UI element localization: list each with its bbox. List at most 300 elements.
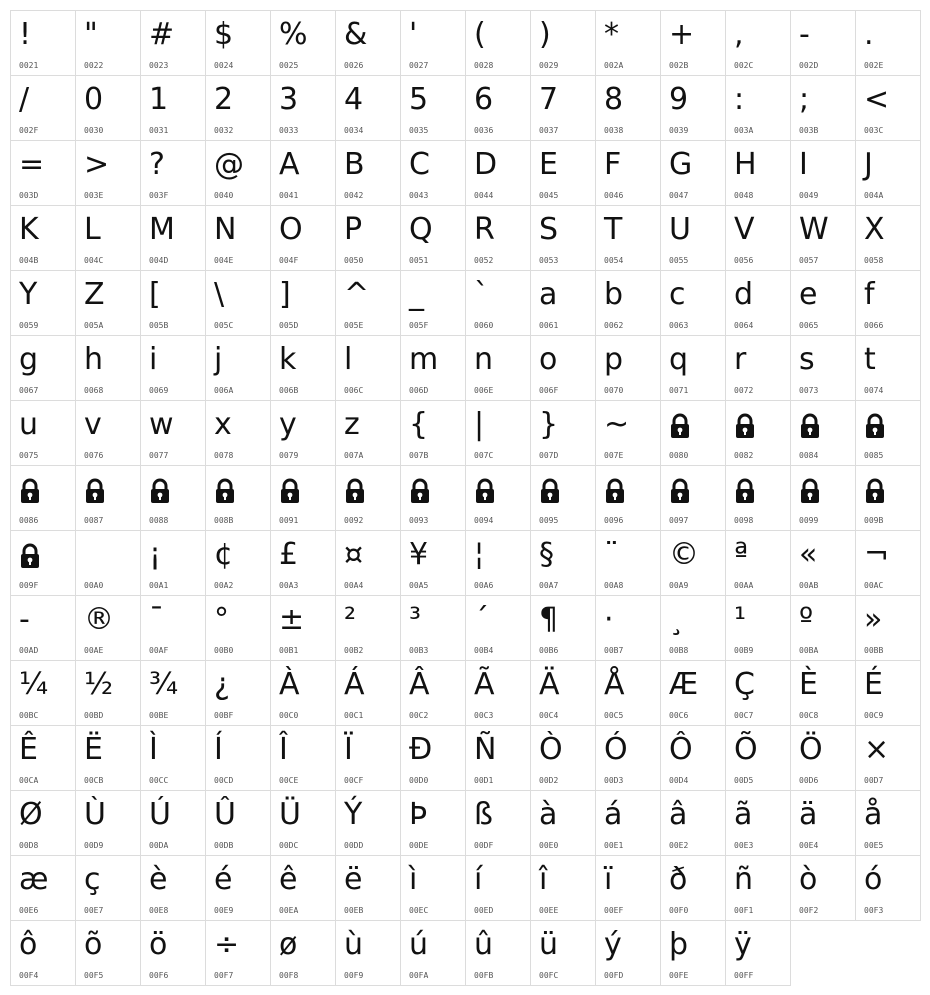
glyph-code: 009B xyxy=(864,516,884,525)
glyph-code: 003F xyxy=(149,191,169,200)
glyph-code: 00EC xyxy=(409,906,429,915)
glyph-char: 0 xyxy=(84,82,104,117)
glyph-cell xyxy=(790,75,856,141)
glyph-code: 00B8 xyxy=(669,646,689,655)
lock-icon xyxy=(345,478,365,504)
glyph-char: q xyxy=(669,342,689,377)
glyph-char: O xyxy=(279,212,303,247)
glyph-code: 0041 xyxy=(279,191,299,200)
lock-icon xyxy=(475,478,495,504)
glyph-cell xyxy=(595,335,661,401)
glyph-char: Ü xyxy=(279,797,301,832)
glyph-char: p xyxy=(604,342,624,377)
glyph-cell xyxy=(205,530,271,596)
glyph-cell xyxy=(530,660,596,726)
glyph-cell xyxy=(75,465,141,531)
glyph-char: e xyxy=(799,277,818,312)
glyph-char: Ò xyxy=(539,732,563,767)
glyph-cell xyxy=(530,855,596,921)
glyph-char: ¨ xyxy=(604,537,619,572)
glyph-code: 00C2 xyxy=(409,711,429,720)
glyph-char: g xyxy=(19,342,39,377)
glyph-char: × xyxy=(864,732,890,767)
glyph-char: { xyxy=(409,407,429,442)
glyph-code: 0061 xyxy=(539,321,559,330)
glyph-code: 0067 xyxy=(19,386,39,395)
glyph-cell xyxy=(465,920,531,986)
glyph-code: 0038 xyxy=(604,126,624,135)
glyph-char: § xyxy=(539,537,554,572)
glyph-cell xyxy=(465,530,531,596)
glyph-cell xyxy=(595,10,661,76)
glyph-char: ¾ xyxy=(149,667,179,702)
glyph-char: ü xyxy=(539,927,559,962)
glyph-cell xyxy=(335,855,401,921)
glyph-char: Î xyxy=(279,732,288,767)
glyph-code: 00FC xyxy=(539,971,559,980)
glyph-code: 006B xyxy=(279,386,299,395)
glyph-code: 006C xyxy=(344,386,364,395)
glyph-cell xyxy=(140,400,206,466)
glyph-code: 00B7 xyxy=(604,646,624,655)
glyph-char: ¯ xyxy=(149,602,164,637)
glyph-code: 00F1 xyxy=(734,906,754,915)
glyph-code: 007B xyxy=(409,451,429,460)
glyph-char: v xyxy=(84,407,102,442)
glyph-code: 0053 xyxy=(539,256,559,265)
glyph-code: 00E7 xyxy=(84,906,104,915)
glyph-code: 0045 xyxy=(539,191,559,200)
glyph-char: ¥ xyxy=(409,537,429,572)
glyph-code: 0026 xyxy=(344,61,364,70)
glyph-char: ã xyxy=(734,797,753,832)
glyph-char: K xyxy=(19,212,39,247)
glyph-cell xyxy=(465,270,531,336)
glyph-cell xyxy=(855,400,921,466)
glyph-code: 0073 xyxy=(799,386,819,395)
lock-icon xyxy=(85,478,105,504)
glyph-cell xyxy=(400,530,466,596)
glyph-cell xyxy=(270,140,336,206)
glyph-char: z xyxy=(344,407,360,442)
glyph-code: 005E xyxy=(344,321,364,330)
glyph-cell xyxy=(335,530,401,596)
glyph-cell xyxy=(270,855,336,921)
glyph-cell xyxy=(530,205,596,271)
glyph-code: 0028 xyxy=(474,61,494,70)
glyph-char: < xyxy=(864,82,890,117)
glyph-cell xyxy=(10,10,76,76)
glyph-code: 002C xyxy=(734,61,754,70)
glyph-cell xyxy=(660,595,726,661)
glyph-code: 00E1 xyxy=(604,841,624,850)
glyph-char: ² xyxy=(344,602,357,637)
glyph-code: 0094 xyxy=(474,516,494,525)
glyph-char: T xyxy=(604,212,623,247)
glyph-char: U xyxy=(669,212,691,247)
glyph-char: ï xyxy=(604,862,613,897)
glyph-char: Û xyxy=(214,797,236,832)
glyph-cell xyxy=(725,140,791,206)
glyph-char: W xyxy=(799,212,829,247)
glyph-cell xyxy=(530,920,596,986)
glyph-cell xyxy=(75,335,141,401)
glyph-cell xyxy=(205,660,271,726)
glyph-cell xyxy=(400,465,466,531)
glyph-cell xyxy=(10,920,76,986)
glyph-code: 0055 xyxy=(669,256,689,265)
glyph-code: 004F xyxy=(279,256,299,265)
glyph-char: j xyxy=(214,342,223,377)
glyph-code: 0036 xyxy=(474,126,494,135)
glyph-cell xyxy=(140,855,206,921)
glyph-cell xyxy=(855,335,921,401)
glyph-cell xyxy=(595,725,661,791)
glyph-cell xyxy=(530,270,596,336)
glyph-cell xyxy=(725,530,791,596)
glyph-char: . xyxy=(864,17,874,52)
glyph-cell xyxy=(530,595,596,661)
glyph-char: Ñ xyxy=(474,732,497,767)
glyph-cell xyxy=(855,790,921,856)
glyph-cell xyxy=(75,400,141,466)
glyph-cell xyxy=(10,660,76,726)
glyph-char: ; xyxy=(799,82,810,117)
glyph-code: 00D1 xyxy=(474,776,494,785)
glyph-cell xyxy=(270,530,336,596)
glyph-cell xyxy=(270,75,336,141)
glyph-code: 0047 xyxy=(669,191,689,200)
glyph-char: y xyxy=(279,407,297,442)
glyph-code: 00AB xyxy=(799,581,819,590)
glyph-code: 0035 xyxy=(409,126,429,135)
glyph-code: 0021 xyxy=(19,61,39,70)
glyph-code: 00D4 xyxy=(669,776,689,785)
lock-icon xyxy=(540,478,560,504)
glyph-char: b xyxy=(604,277,624,312)
glyph-cell xyxy=(335,140,401,206)
glyph-code: 005F xyxy=(409,321,429,330)
glyph-code: 003C xyxy=(864,126,884,135)
glyph-char: © xyxy=(669,537,699,572)
glyph-char: ô xyxy=(19,927,38,962)
glyph-code: 00B3 xyxy=(409,646,429,655)
glyph-char: ~ xyxy=(604,407,630,442)
glyph-code: 0030 xyxy=(84,126,104,135)
glyph-cell xyxy=(855,270,921,336)
glyph-char: ´ xyxy=(474,602,489,637)
glyph-code: 00DB xyxy=(214,841,234,850)
glyph-cell xyxy=(790,205,856,271)
glyph-cell xyxy=(140,595,206,661)
glyph-char: ¿ xyxy=(214,667,230,702)
glyph-cell xyxy=(725,920,791,986)
glyph-char: ? xyxy=(149,147,165,182)
glyph-char: k xyxy=(279,342,297,377)
glyph-char: D xyxy=(474,147,498,182)
glyph-char: E xyxy=(539,147,558,182)
glyph-code: 00B9 xyxy=(734,646,754,655)
glyph-code: 00E3 xyxy=(734,841,754,850)
glyph-char: G xyxy=(669,147,693,182)
glyph-code: 0032 xyxy=(214,126,234,135)
glyph-code: 0065 xyxy=(799,321,819,330)
lock-icon xyxy=(800,413,820,439)
glyph-code: 003E xyxy=(84,191,104,200)
glyph-char: Õ xyxy=(734,732,758,767)
glyph-char: ª xyxy=(734,537,749,572)
glyph-char: n xyxy=(474,342,494,377)
glyph-code: 0096 xyxy=(604,516,624,525)
glyph-code: 0086 xyxy=(19,516,39,525)
glyph-char: ] xyxy=(279,277,291,312)
glyph-cell xyxy=(595,530,661,596)
glyph-char: æ xyxy=(19,862,49,897)
glyph-code: 00D3 xyxy=(604,776,624,785)
glyph-cell xyxy=(465,10,531,76)
glyph-code: 0022 xyxy=(84,61,104,70)
glyph-cell xyxy=(790,530,856,596)
glyph-code: 004D xyxy=(149,256,169,265)
glyph-char: · xyxy=(604,602,614,637)
glyph-cell xyxy=(10,140,76,206)
glyph-char: ° xyxy=(214,602,229,637)
glyph-code: 0099 xyxy=(799,516,819,525)
glyph-char: s xyxy=(799,342,815,377)
glyph-char: ÷ xyxy=(214,927,240,962)
lock-icon xyxy=(800,478,820,504)
glyph-code: 002E xyxy=(864,61,884,70)
glyph-cell xyxy=(205,400,271,466)
glyph-char: h xyxy=(84,342,104,377)
glyph-char: ^ xyxy=(344,277,370,312)
glyph-cell xyxy=(400,140,466,206)
glyph-code: 0046 xyxy=(604,191,624,200)
glyph-char: B xyxy=(344,147,365,182)
glyph-cell xyxy=(400,790,466,856)
glyph-char: á xyxy=(604,797,623,832)
glyph-cell xyxy=(660,920,726,986)
glyph-code: 00C4 xyxy=(539,711,559,720)
glyph-char: ð xyxy=(669,862,688,897)
glyph-code: 0070 xyxy=(604,386,624,395)
glyph-cell xyxy=(140,660,206,726)
glyph-code: 00D5 xyxy=(734,776,754,785)
glyph-code: 00B4 xyxy=(474,646,494,655)
glyph-cell xyxy=(10,270,76,336)
glyph-char: Æ xyxy=(669,667,699,702)
glyph-cell xyxy=(660,205,726,271)
glyph-char: ¡ xyxy=(149,537,162,572)
glyph-code: 00BF xyxy=(214,711,234,720)
glyph-code: 00C9 xyxy=(864,711,884,720)
glyph-code: 00EE xyxy=(539,906,559,915)
glyph-cell xyxy=(595,660,661,726)
glyph-char: f xyxy=(864,277,875,312)
glyph-cell xyxy=(465,75,531,141)
glyph-code: 0050 xyxy=(344,256,364,265)
glyph-code: 0095 xyxy=(539,516,559,525)
glyph-code: 00F8 xyxy=(279,971,299,980)
glyph-char: # xyxy=(149,17,175,52)
glyph-cell xyxy=(400,725,466,791)
glyph-char: & xyxy=(344,17,368,52)
glyph-char: ³ xyxy=(409,602,422,637)
glyph-code: 00F0 xyxy=(669,906,689,915)
glyph-code: 004C xyxy=(84,256,104,265)
glyph-char: $ xyxy=(214,17,234,52)
glyph-char: î xyxy=(539,862,548,897)
glyph-code: 005D xyxy=(279,321,299,330)
glyph-cell xyxy=(530,790,596,856)
glyph-char: » xyxy=(864,602,883,637)
glyph-code: 0023 xyxy=(149,61,169,70)
glyph-cell xyxy=(400,335,466,401)
glyph-code: 0042 xyxy=(344,191,364,200)
glyph-code: 00F9 xyxy=(344,971,364,980)
glyph-cell xyxy=(595,920,661,986)
glyph-code: 00E2 xyxy=(669,841,689,850)
glyph-char: è xyxy=(149,862,168,897)
glyph-char: å xyxy=(864,797,883,832)
glyph-cell xyxy=(205,920,271,986)
glyph-code: 0059 xyxy=(19,321,39,330)
glyph-char: F xyxy=(604,147,622,182)
glyph-char: I xyxy=(799,147,808,182)
glyph-char: â xyxy=(669,797,688,832)
glyph-char: ¬ xyxy=(864,537,890,572)
glyph-code: 00C8 xyxy=(799,711,819,720)
glyph-code: 00DE xyxy=(409,841,429,850)
glyph-char: Ú xyxy=(149,797,171,832)
glyph-code: 00C1 xyxy=(344,711,364,720)
glyph-cell xyxy=(140,335,206,401)
glyph-cell xyxy=(530,725,596,791)
glyph-cell xyxy=(270,465,336,531)
glyph-code: 0084 xyxy=(799,451,819,460)
glyph-code: 0091 xyxy=(279,516,299,525)
glyph-cell xyxy=(400,660,466,726)
glyph-code: 00F2 xyxy=(799,906,819,915)
glyph-char: i xyxy=(149,342,158,377)
glyph-code: 00C0 xyxy=(279,711,299,720)
glyph-code: 004E xyxy=(214,256,234,265)
glyph-cell xyxy=(465,140,531,206)
glyph-cell xyxy=(205,335,271,401)
glyph-char: \ xyxy=(214,277,225,312)
glyph-char: ä xyxy=(799,797,818,832)
glyph-char: ë xyxy=(344,862,363,897)
glyph-code: 002B xyxy=(669,61,689,70)
glyph-cell xyxy=(75,920,141,986)
glyph-code: 007E xyxy=(604,451,624,460)
glyph-char: É xyxy=(864,667,883,702)
glyph-char: Ö xyxy=(799,732,823,767)
glyph-char: à xyxy=(539,797,558,832)
glyph-cell xyxy=(465,855,531,921)
glyph-code: 00D2 xyxy=(539,776,559,785)
glyph-cell xyxy=(725,335,791,401)
glyph-cell xyxy=(790,660,856,726)
glyph-char: Ê xyxy=(19,732,38,767)
glyph-cell xyxy=(595,270,661,336)
glyph-char: | xyxy=(474,407,485,442)
glyph-cell xyxy=(530,335,596,401)
glyph-cell xyxy=(270,270,336,336)
glyph-cell xyxy=(660,465,726,531)
glyph-char: ú xyxy=(409,927,429,962)
glyph-code: 00FB xyxy=(474,971,494,980)
glyph-cell xyxy=(205,10,271,76)
glyph-cell xyxy=(335,595,401,661)
glyph-code: 00AE xyxy=(84,646,104,655)
glyph-char: Á xyxy=(344,667,365,702)
glyph-char: _ xyxy=(409,277,424,312)
glyph-cell xyxy=(465,400,531,466)
glyph-code: 00CA xyxy=(19,776,39,785)
lock-icon xyxy=(150,478,170,504)
glyph-code: 00F5 xyxy=(84,971,104,980)
glyph-char: C xyxy=(409,147,430,182)
glyph-cell xyxy=(10,205,76,271)
glyph-code: 0087 xyxy=(84,516,104,525)
glyph-cell xyxy=(75,270,141,336)
glyph-char: J xyxy=(864,147,873,182)
glyph-code: 00F3 xyxy=(864,906,884,915)
glyph-code: 0098 xyxy=(734,516,754,525)
glyph-char: Ô xyxy=(669,732,693,767)
glyph-cell xyxy=(790,335,856,401)
glyph-char: H xyxy=(734,147,757,182)
glyph-cell xyxy=(855,140,921,206)
lock-icon xyxy=(280,478,300,504)
glyph-char: V xyxy=(734,212,755,247)
glyph-code: 00EB xyxy=(344,906,364,915)
glyph-code: 00CC xyxy=(149,776,169,785)
glyph-code: 0037 xyxy=(539,126,559,135)
glyph-code: 00A6 xyxy=(474,581,494,590)
glyph-char: û xyxy=(474,927,494,962)
glyph-code: 00E8 xyxy=(149,906,169,915)
glyph-char: 9 xyxy=(669,82,689,117)
glyph-cell xyxy=(335,725,401,791)
glyph-cell xyxy=(725,465,791,531)
glyph-char: Ã xyxy=(474,667,495,702)
glyph-cell xyxy=(465,465,531,531)
glyph-cell xyxy=(205,75,271,141)
glyph-char: P xyxy=(344,212,363,247)
glyph-cell xyxy=(270,335,336,401)
glyph-cell xyxy=(595,400,661,466)
glyph-code: 00E9 xyxy=(214,906,234,915)
glyph-code: 00EA xyxy=(279,906,299,915)
glyph-cell xyxy=(855,10,921,76)
glyph-code: 0060 xyxy=(474,321,494,330)
glyph-code: 0034 xyxy=(344,126,364,135)
glyph-cell xyxy=(335,400,401,466)
glyph-code: 008B xyxy=(214,516,234,525)
glyph-char: d xyxy=(734,277,754,312)
glyph-code: 00FE xyxy=(669,971,689,980)
glyph-code: 0080 xyxy=(669,451,689,460)
glyph-char: ó xyxy=(864,862,883,897)
glyph-cell xyxy=(855,660,921,726)
glyph-cell xyxy=(270,205,336,271)
glyph-cell xyxy=(595,205,661,271)
glyph-cell xyxy=(10,530,76,596)
glyph-cell xyxy=(465,790,531,856)
glyph-cell xyxy=(725,270,791,336)
